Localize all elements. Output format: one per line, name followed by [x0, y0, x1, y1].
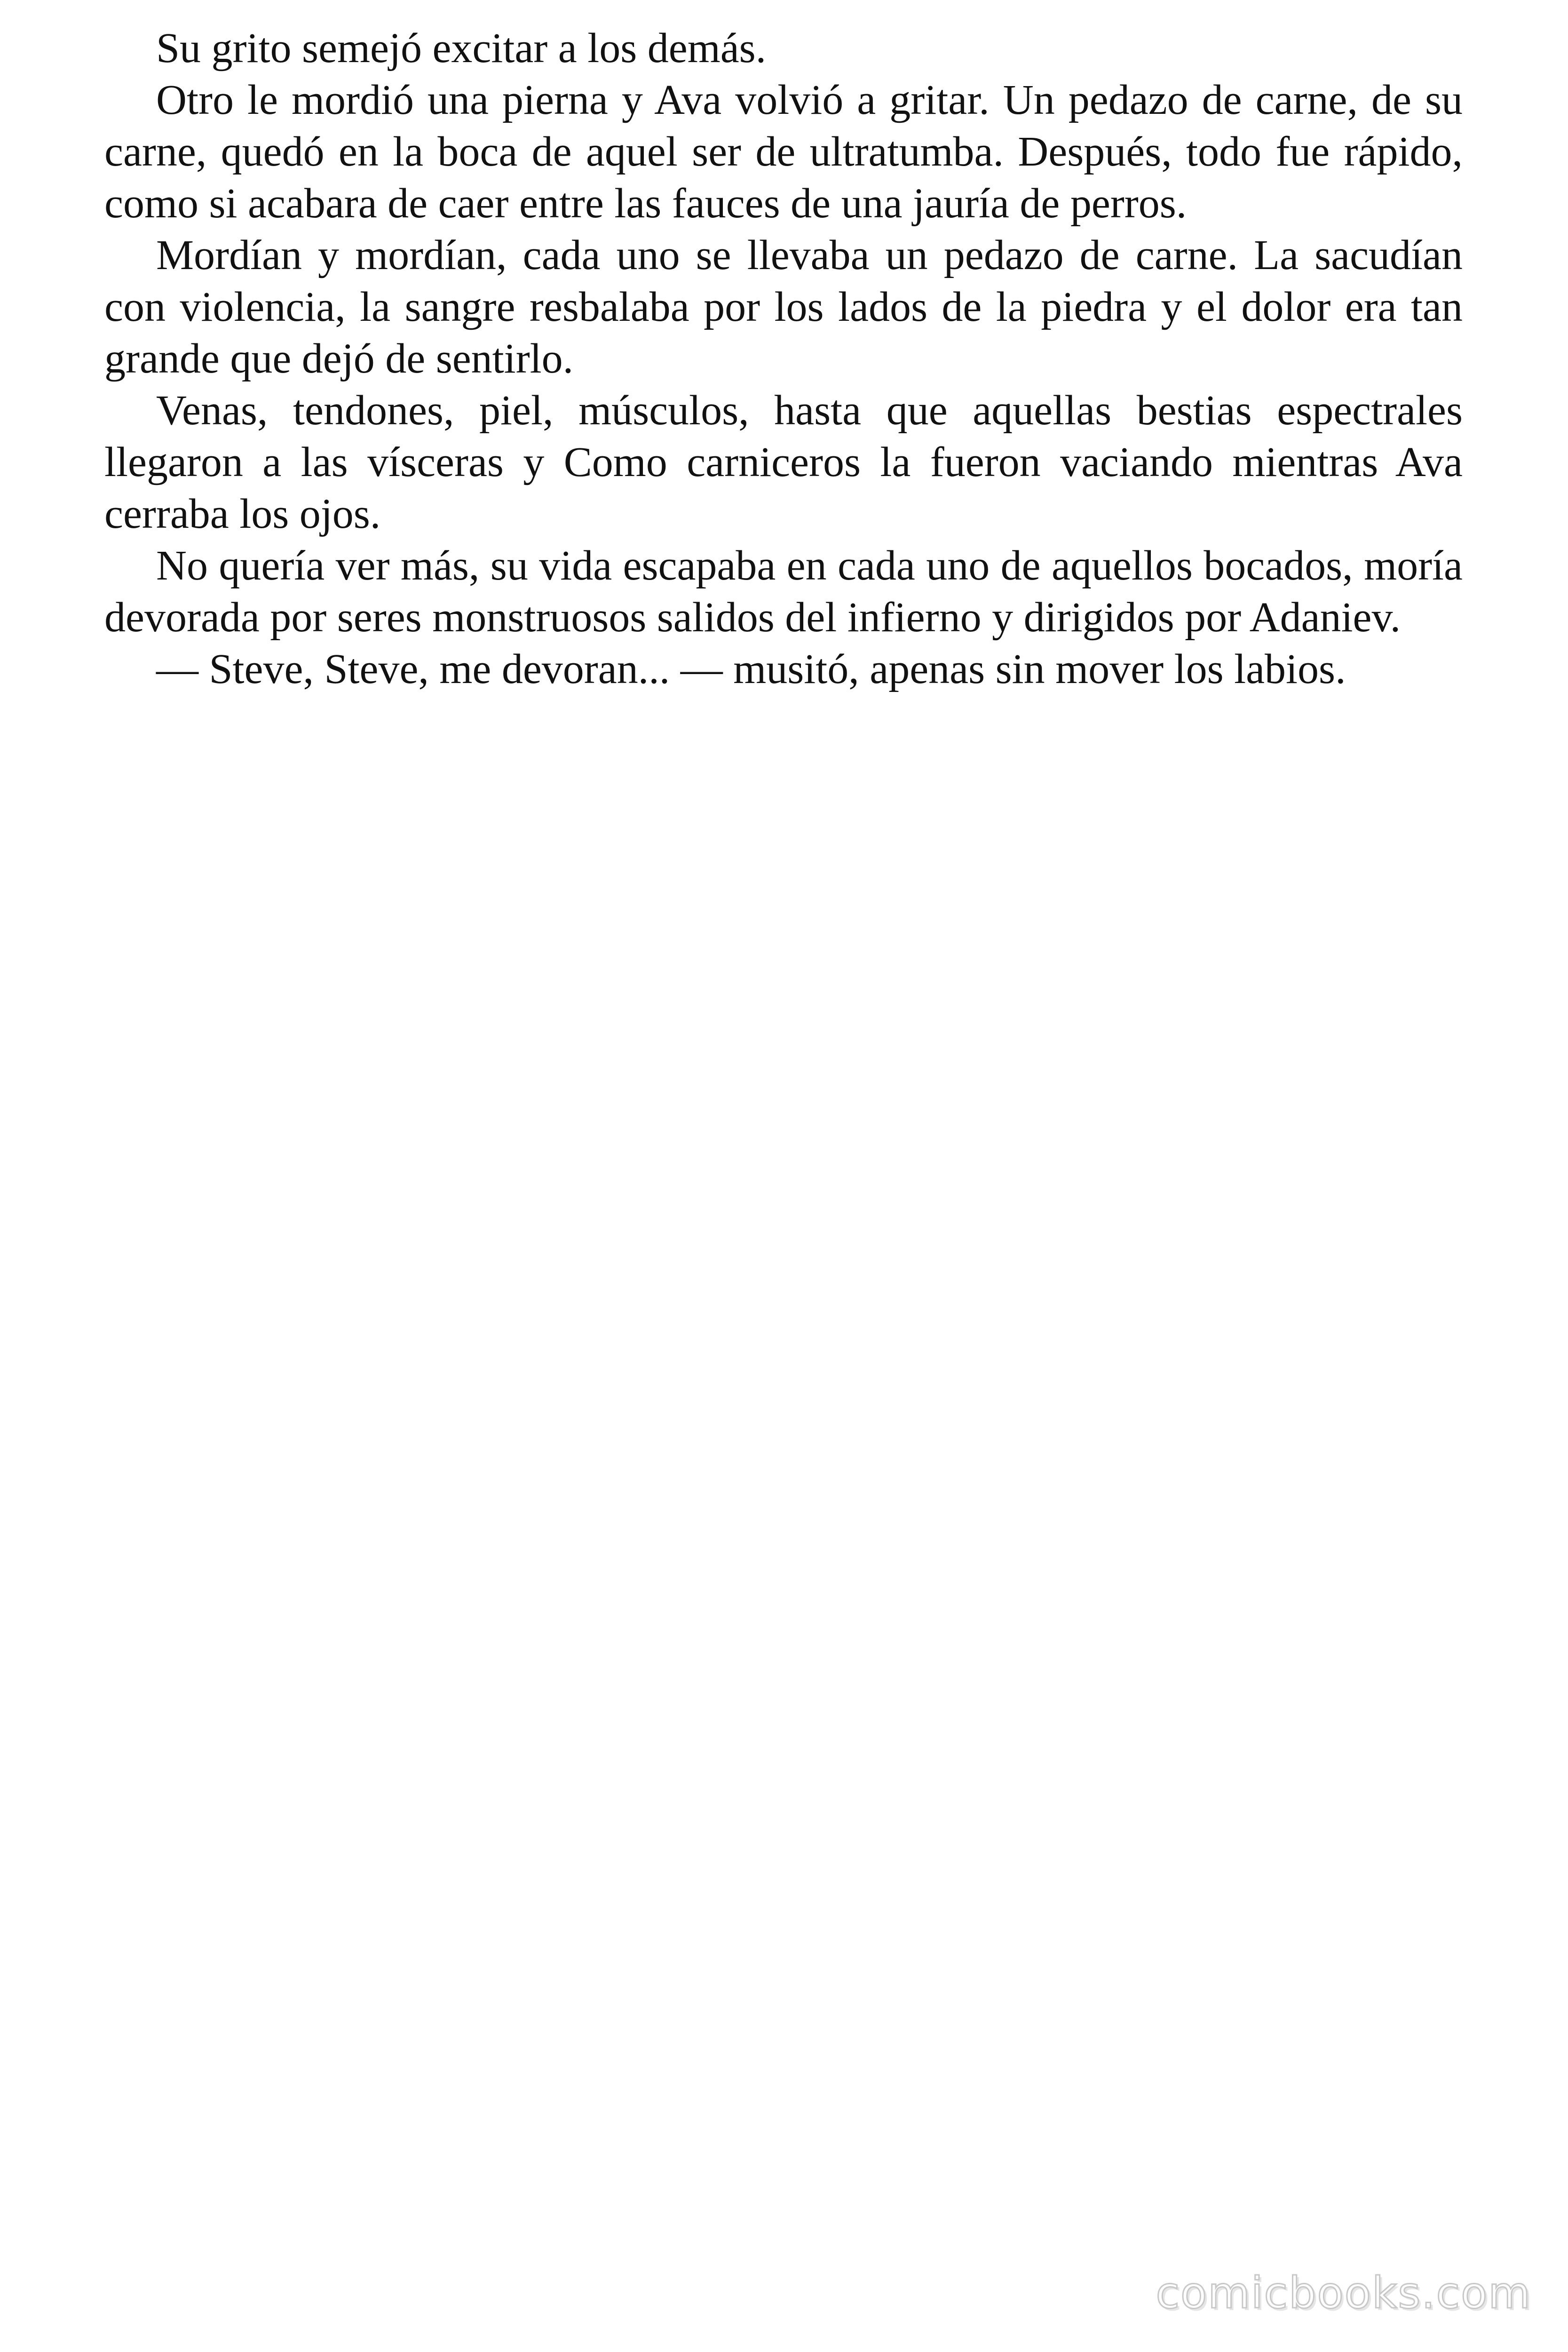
paragraph: Su grito semejó excitar a los demás. — [156, 25, 767, 72]
paragraph: Mordían y mordían, cada uno se llevaba un pedazo de carne. La sacudían con violencia, la sangre resbalaba por los lados de la piedra y el dolor era tan grande que dejó de sentirlo. — [104, 232, 1463, 382]
paragraph: No quería ver más, su vida escapaba en cada uno de aquellos bocados, moría devorada por seres monstruosos salidos del infierno y dirigidos por Adaniev. — [104, 542, 1463, 641]
paragraph: — Steve, Steve, me devoran... — musitó, apenas sin mover los labios. — [156, 646, 1346, 692]
book-page-text — [104, 23, 1463, 695]
site-watermark: comicbooks.com — [1156, 2268, 1531, 2318]
paragraph: Otro le mordió una pierna y Ava volvió a gritar. Un pedazo de carne, de su carne, quedó en la boca de aquel ser de ultratumba. Después, todo fue rápido, como si acabara de caer entre las fauces de una jauría de perros. — [104, 77, 1463, 227]
paragraph: Venas, tendones, piel, músculos, hasta que aquellas bestias espectrales llegaron a las vísceras y Como carniceros la fueron vaciando mientras Ava cerraba los ojos. — [104, 387, 1463, 537]
